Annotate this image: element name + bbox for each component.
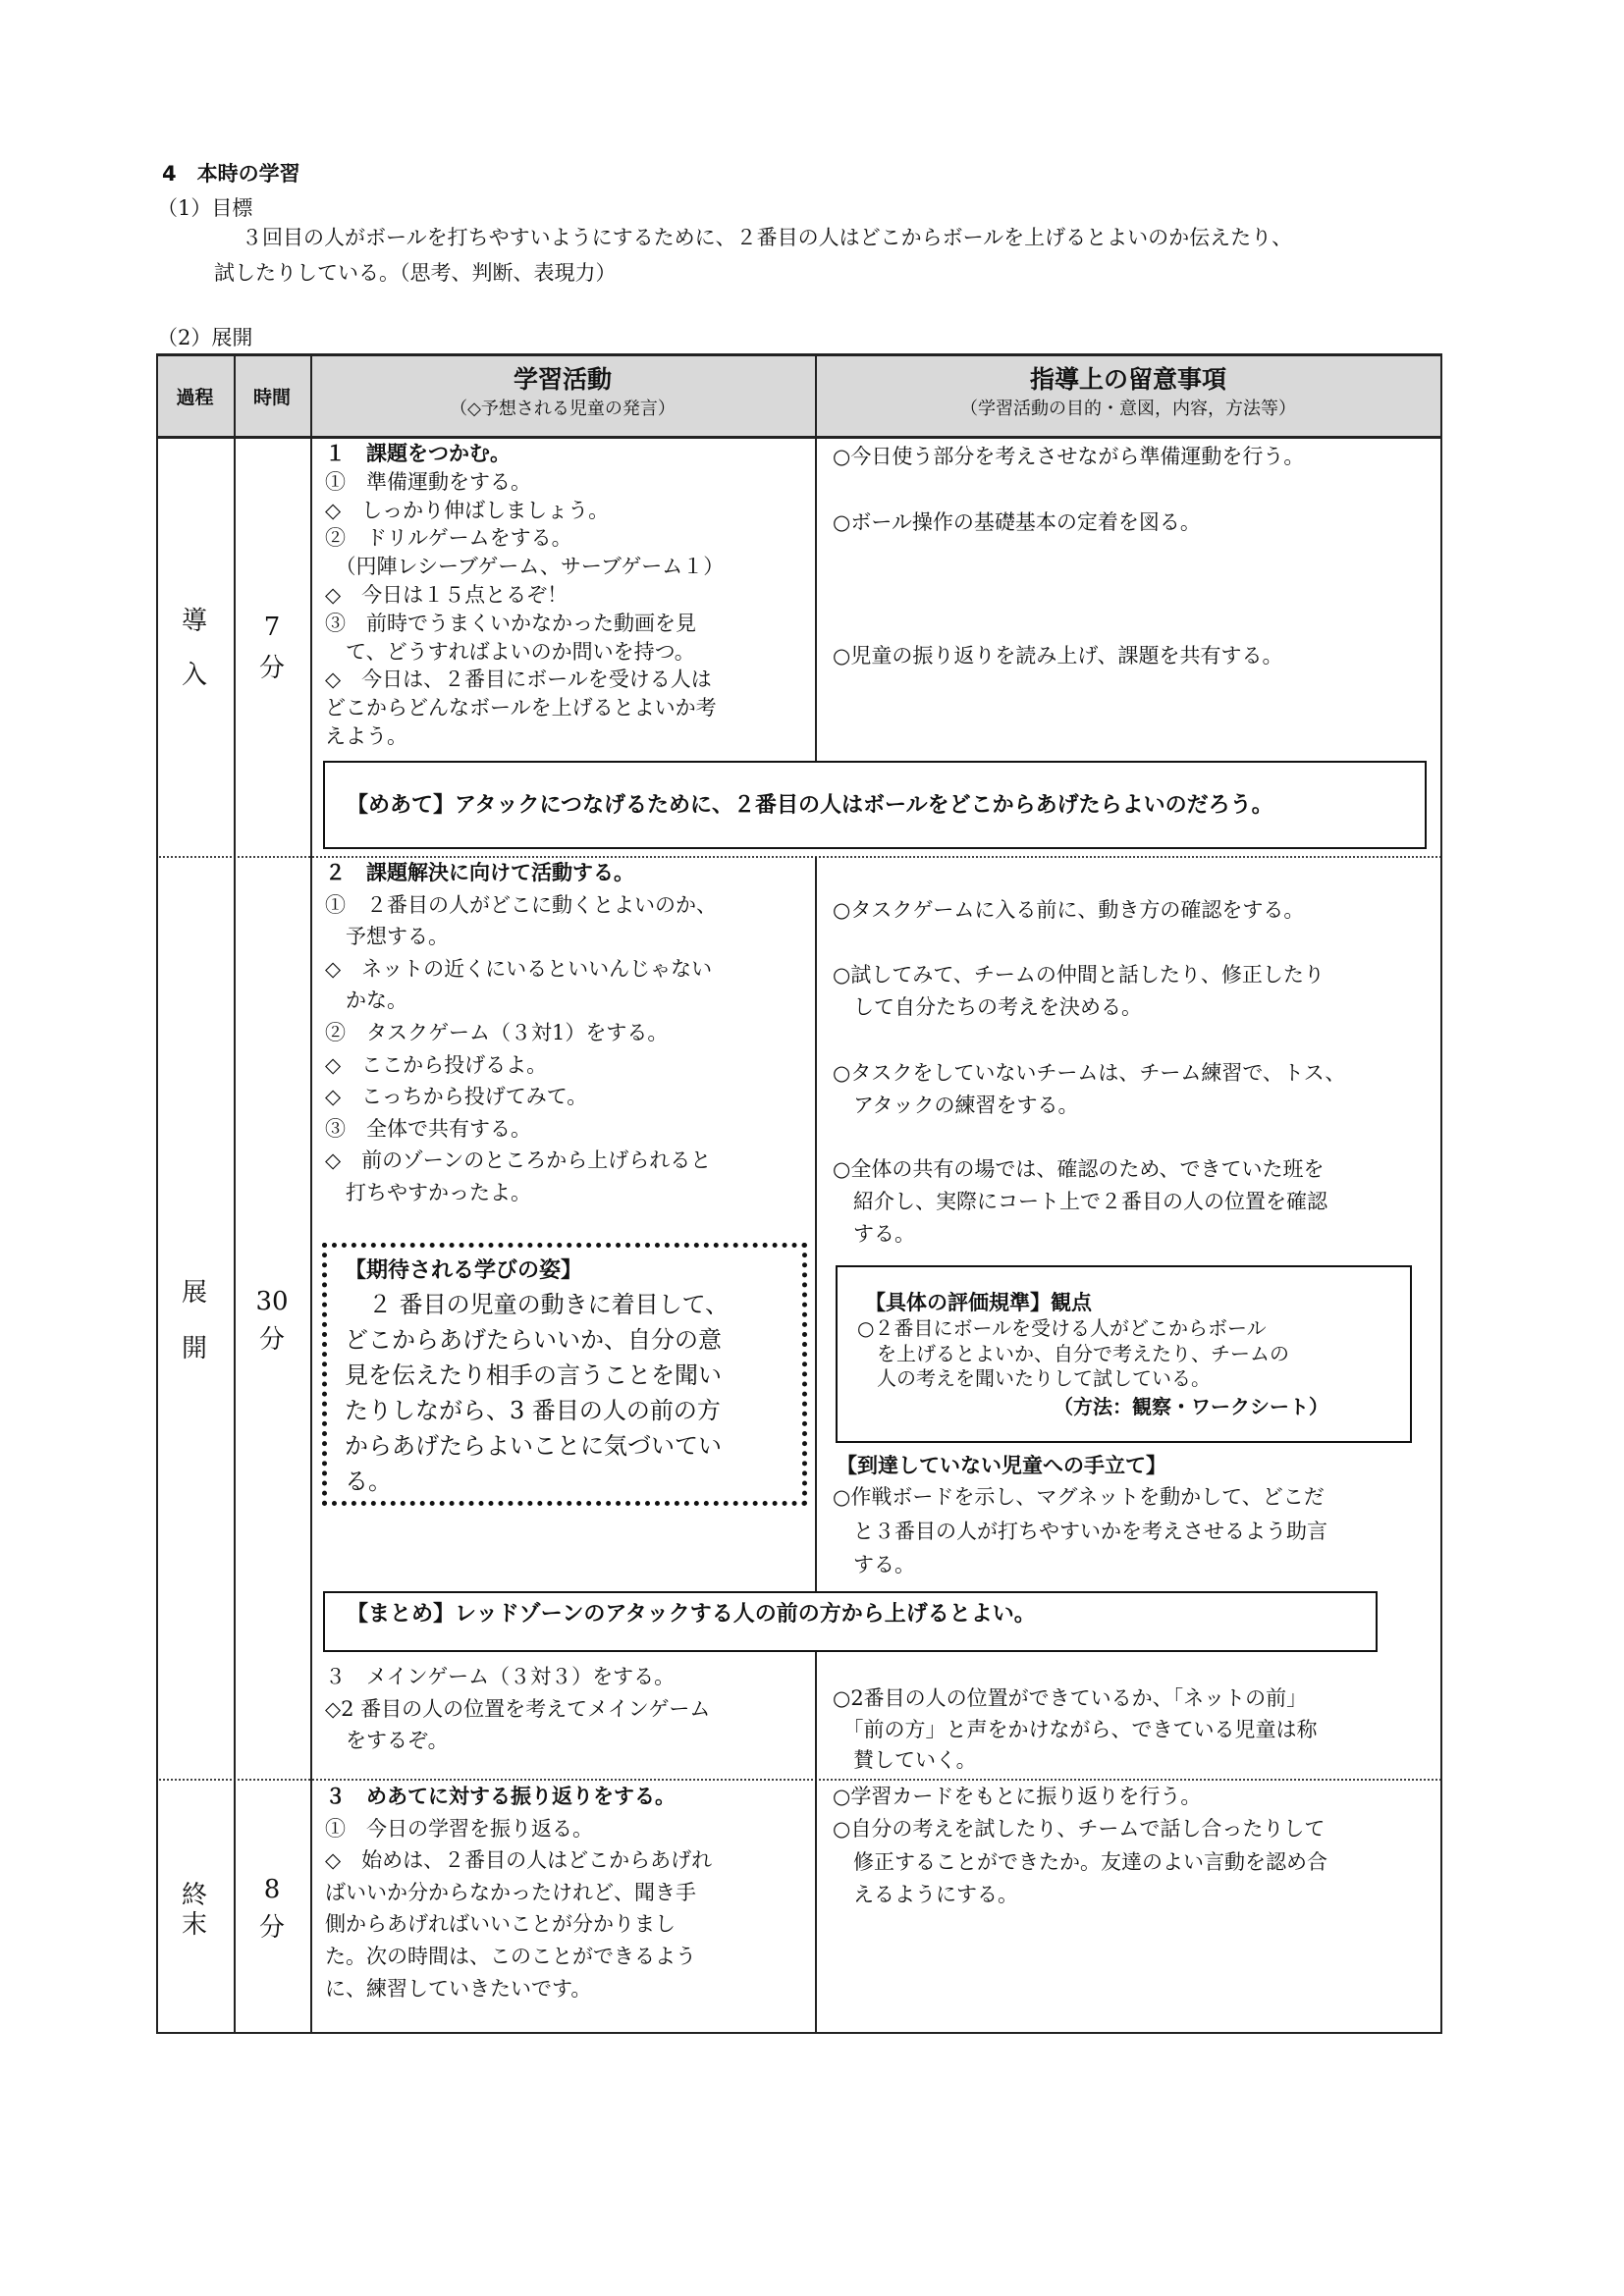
text-line: 紹介し、実際にコート上で２番目の人の位置を確認 xyxy=(833,1190,1327,1213)
text-line: どこからあげたらいいか、自分の意 xyxy=(345,1326,722,1354)
text-line: ◇ ネットの近くにいるといいんじゃない xyxy=(325,956,713,981)
text-line: ばいいか分からなかったけれど、聞き手 xyxy=(325,1880,696,1904)
header-notes-sub: （学習活動の目的・意図，内容，方法等） xyxy=(960,399,1296,419)
dev-process-2: 開 xyxy=(181,1334,207,1363)
text-line: して自分たちの考えを決める。 xyxy=(833,995,1142,1019)
divider xyxy=(1440,354,1442,2034)
dev-note xyxy=(833,894,1304,927)
text-line: た。次の時間は、このことができるよう xyxy=(325,1944,696,1968)
section-title: 4 本時の学習 xyxy=(162,162,300,186)
closing-time-1: 8 xyxy=(263,1875,281,1904)
text-line: ① 今日の学習を振り返る。 xyxy=(325,1816,593,1841)
text-line: からあげたらよいことに気づいてい xyxy=(345,1432,722,1460)
header-process: 過程 xyxy=(176,387,214,408)
text-line: ◇2 番目の人の位置を考えてメインゲーム xyxy=(325,1696,711,1721)
text-line: ○全体の共有の場では、確認のため、できていた班を xyxy=(833,1157,1325,1181)
criteria-text xyxy=(857,1316,1289,1392)
plan-heading: （2）展開 xyxy=(157,326,253,349)
divider xyxy=(310,354,312,2034)
expected-learning-box xyxy=(322,1243,807,1506)
text-line: ○試してみて、チームの仲間と話したり、修正したり xyxy=(833,963,1325,987)
header-time: 時間 xyxy=(252,387,291,408)
dev-time-2: 分 xyxy=(258,1325,285,1355)
text-line: ３ めあてに対する振り返りをする。 xyxy=(325,1785,676,1808)
meate-box xyxy=(323,761,1427,849)
expected-title: 【期待される学びの姿】 xyxy=(345,1258,583,1283)
divider xyxy=(234,354,236,2034)
dev-note xyxy=(833,1057,1345,1122)
text-line: ◇ 今日は、２番目にボールを受ける人は xyxy=(325,667,712,692)
text-line: ◇ 今日は１５点とるぞ！ xyxy=(325,582,568,607)
text-line: かな。 xyxy=(325,988,407,1013)
text-line: 人の考えを聞いたりして試している。 xyxy=(857,1366,1211,1390)
text-line: ◇ ここから投げるよ。 xyxy=(325,1052,548,1077)
text-line: アタックの練習をする。 xyxy=(833,1094,1079,1117)
text-line: 見を伝えたり相手の言うことを聞い xyxy=(345,1362,722,1389)
divider xyxy=(156,436,1442,439)
text-line: ◇ 始めは、２番目の人はどこからあげれ xyxy=(325,1848,713,1873)
support-text xyxy=(833,1480,1327,1582)
text-line: 修正することができたか。友達のよい言動を認め合 xyxy=(833,1849,1327,1874)
divider xyxy=(156,353,1442,356)
matome-text: 【まとめ】レッドゾーンのアタックする人の前の方から上げるとよい。 xyxy=(347,1602,1036,1627)
text-line: １ 課題をつかむ。 xyxy=(325,442,511,465)
text-line: 打ちやすかったよ。 xyxy=(325,1180,531,1204)
text-line: ○今日使う部分を考えさせながら準備運動を行う。 xyxy=(833,445,1305,468)
closing-time-2: 分 xyxy=(258,1913,285,1943)
meate-text: 【めあて】アタックにつなげるために、２番目の人はボールをどこからあげたらよいのだろう。 xyxy=(347,793,1273,818)
text-line: る。 xyxy=(345,1468,392,1495)
text-line: （円陣レシーブゲーム、サーブゲーム１） xyxy=(325,555,725,579)
intro-note xyxy=(833,443,1304,470)
intro-time-2: 分 xyxy=(258,654,285,683)
text-line: 予想する。 xyxy=(325,925,449,949)
text-line: を上げるとよいか、自分で考えたり、チームの xyxy=(857,1341,1289,1365)
evaluation-criteria-box xyxy=(836,1265,1412,1443)
text-line: ○２番目にボールを受ける人がどこからボール xyxy=(857,1316,1267,1340)
dev-activities xyxy=(325,857,717,1209)
intro-process-2: 入 xyxy=(181,661,207,690)
intro-activities xyxy=(325,440,724,751)
divider xyxy=(815,857,817,1591)
text-line: ○学習カードをもとに振り返りを行う。 xyxy=(833,1785,1202,1808)
goal-line-2: 試したりしている。（思考、判断、表現力） xyxy=(214,261,617,285)
intro-note xyxy=(833,508,1201,536)
text-line: えよう。 xyxy=(325,723,407,748)
text-line: ○タスクゲームに入る前に、動き方の確認をする。 xyxy=(833,898,1305,922)
text-line: て、どうすればよいのか問いを持つ。 xyxy=(325,639,695,664)
text-line: ① ２番目の人がどこに動くとよいのか、 xyxy=(325,892,717,917)
text-line: ◇ 前のゾーンのところから上げられると xyxy=(325,1148,712,1173)
text-line: ○児童の振り返りを読み上げ、課題を共有する。 xyxy=(833,644,1283,667)
text-line: をするぞ。 xyxy=(325,1729,449,1752)
text-line: えるようにする。 xyxy=(833,1882,1018,1906)
intro-note xyxy=(833,642,1282,669)
text-line: と３番目の人が打ちやすいかを考えさせるよう助言 xyxy=(833,1519,1327,1543)
text-line: ○自分の考えを試したり、チームで話し合ったりして xyxy=(833,1817,1326,1842)
text-line: ○2番目の人の位置ができているか、「ネットの前」 xyxy=(833,1686,1308,1710)
text-line: たりしながら、3 番目の人の前の方 xyxy=(345,1397,721,1424)
text-line: ○作戦ボードを示し、マグネットを動かして、どこだ xyxy=(833,1485,1325,1509)
divider xyxy=(156,354,158,2034)
criteria-method: （方法：観察・ワークシート） xyxy=(1054,1395,1328,1418)
text-line: ③ 全体で共有する。 xyxy=(325,1116,531,1141)
criteria-title: 【具体の評価規準】観点 xyxy=(865,1291,1092,1314)
closing-process-2: 末 xyxy=(181,1910,207,1940)
divider xyxy=(815,1652,817,2033)
text-line: ② タスクゲーム（３対1）をする。 xyxy=(325,1020,669,1044)
closing-process-1: 終 xyxy=(181,1881,207,1910)
intro-process-1: 導 xyxy=(181,607,207,636)
dev-note xyxy=(833,1153,1327,1251)
text-line: 「前の方」と声をかけながら、できている児童は称 xyxy=(833,1717,1318,1741)
dev-time-1: 30 xyxy=(255,1287,289,1316)
intro-time-1: 7 xyxy=(263,613,281,642)
closing-activities xyxy=(325,1781,712,2004)
dev-note xyxy=(833,959,1325,1024)
header-activity-sub: （◇予想される児童の発言） xyxy=(450,399,676,419)
dev-notes-2 xyxy=(833,1683,1318,1777)
text-line: ① 準備運動をする。 xyxy=(325,469,531,494)
expected-text xyxy=(345,1287,729,1499)
support-title: 【到達していない児童への手立て】 xyxy=(837,1454,1166,1477)
text-line: ２ 番目の児童の動きに着目して、 xyxy=(345,1291,730,1318)
text-line: ◇ しっかり伸ばしましょう。 xyxy=(325,498,610,522)
goal-line-1: ３回目の人がボールを打ちやすいようにするために、２番目の人はどこからボールを上げるとよいのか伝えたり、 xyxy=(242,226,1293,249)
header-activity: 学習活動 xyxy=(513,365,612,394)
text-line: ③ 前時でうまくいかなかった動画を見 xyxy=(325,611,696,635)
text-line: ３ メインゲーム（３対３）をする。 xyxy=(325,1665,676,1688)
divider xyxy=(156,2032,1442,2034)
text-line: する。 xyxy=(833,1553,915,1576)
text-line: ２ 課題解決に向けて活動する。 xyxy=(325,861,634,884)
text-line: ◇ こっちから投げてみて。 xyxy=(325,1085,588,1109)
text-line: 側からあげればいいことが分かりまし xyxy=(325,1912,676,1937)
text-line: に、練習していきたいです。 xyxy=(325,1976,592,2001)
dev-activities-2 xyxy=(325,1661,710,1757)
text-line: 賛していく。 xyxy=(833,1748,977,1772)
closing-notes xyxy=(833,1781,1327,1911)
text-line: ○タスクをしていないチームは、チーム練習で、トス、 xyxy=(833,1061,1346,1085)
text-line: どこからどんなボールを上げるとよいか考 xyxy=(325,696,717,721)
text-line: ○ボール操作の基礎基本の定着を図る。 xyxy=(833,510,1201,534)
header-notes: 指導上の留意事項 xyxy=(1029,365,1226,394)
text-line: ② ドリルゲームをする。 xyxy=(325,526,572,551)
matome-box xyxy=(323,1591,1378,1652)
text-line: する。 xyxy=(833,1222,915,1246)
dev-process-1: 展 xyxy=(181,1278,207,1308)
goal-heading: （1）目標 xyxy=(157,196,253,220)
